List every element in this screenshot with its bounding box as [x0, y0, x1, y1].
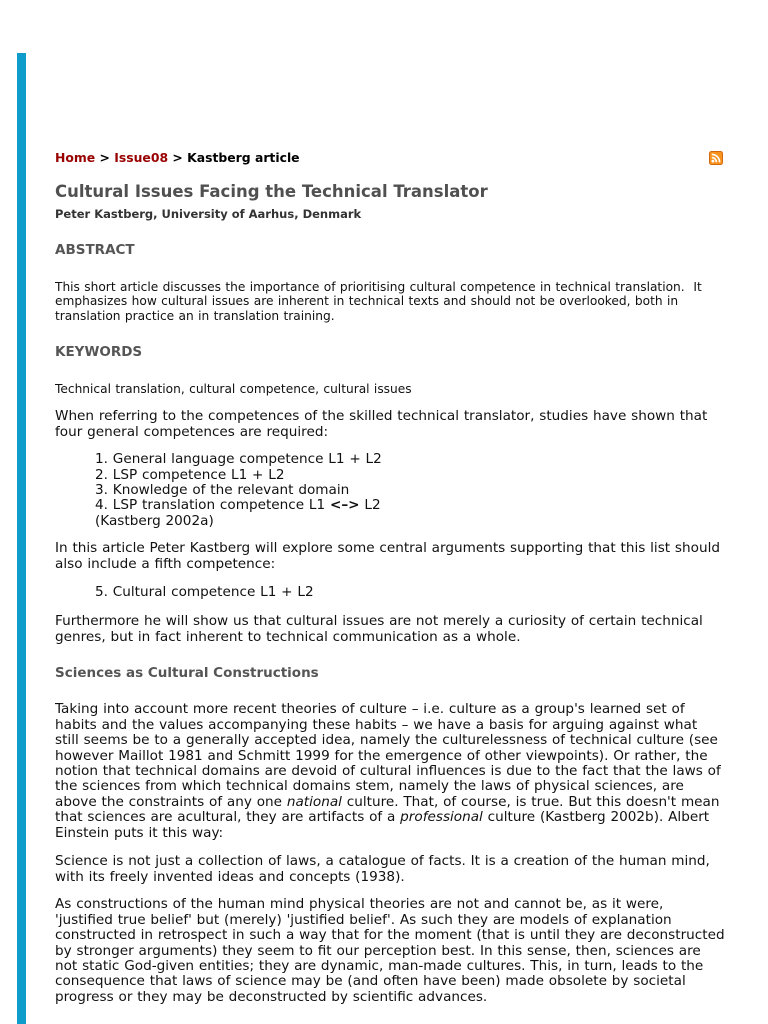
sciences-section-heading: Sciences as Cultural Constructions — [55, 665, 319, 682]
article-title: Cultural Issues Facing the Technical Translator — [55, 182, 488, 201]
culture-claim-paragraph: Furthermore he will show us that cultural issues are not merely a curiosity of certain technical genres, but in fact inherent to technical communication as a whole. — [55, 613, 703, 645]
competences-intro-paragraph: When referring to the competences of the skilled technical translator, studies have shown that four general competences are required: — [55, 408, 708, 440]
competences-source: (Kastberg 2002a) — [95, 512, 214, 529]
paragraph-segment: Taking into account more recent theories of culture – i.e. culture as a group's learned set of habits and the values accompanying these habits – we have a basis for arguing against what still seems be to a generally accepted idea, namely the culturelessness of technical culture (see however Maillot 1981 and Schmitt 1999 for the emergence of other viewpoints). Or rather, the notion that technical domains are devoid of cultural influences is due to the fact that the laws of the sciences from which technical domains stem, namely the laws of physical sciences, are above the constraints of any one — [55, 701, 721, 810]
breadcrumb-separator: > — [172, 150, 183, 165]
competence-item: 3. Knowledge of the relevant domain — [95, 482, 350, 499]
breadcrumb-current-page: Kastberg article — [187, 150, 300, 165]
sciences-paragraph — [55, 702, 725, 841]
competence-item: 2. LSP competence L1 + L2 — [95, 466, 285, 483]
competence-item: 1. General language competence L1 + L2 — [95, 451, 382, 468]
constructions-paragraph: As constructions of the human mind physical theories are not and cannot be, as it were, 'justified true belief' but (merely) 'justified belief'. As such they are models of explanation constructed in retrospect in such a way that for the moment (that is until they are deconstructed by stronger arguments) they seem to fit our perception best. In this sense, then, sciences are not static God-given entities; they are dynamic, man-made cultures. This, in turn, leads to the consequence that laws of science may be (and often have been) made obsolete by societal progress or they may be deconstructed by scientific advances. — [55, 896, 725, 1005]
fifth-competence-intro-paragraph: In this article Peter Kastberg will explore some central arguments supporting that this list should also include a fifth competence: — [55, 540, 720, 572]
fifth-competence-item: 5. Cultural competence L1 + L2 — [95, 584, 314, 601]
competences-list — [55, 452, 725, 529]
breadcrumb-issue-link[interactable]: Issue08 — [114, 150, 169, 165]
breadcrumb-home-link[interactable]: Home — [55, 150, 96, 165]
abstract-text: This short article discusses the importance of prioritising cultural competence in technical translation. It emphasizes how cultural issues are inherent in technical texts and should not be overlooked, both in translation practice an in translation training. — [55, 279, 707, 323]
competence-item-text-end: L2 — [359, 497, 381, 514]
keywords-heading: KEYWORDS — [55, 344, 143, 360]
keywords-text: Technical translation, cultural competence, cultural issues — [55, 381, 412, 396]
paragraph-segment: culture. That, of course, is true. But this doesn't mean that sciences are acultural, they are artifacts of a — [55, 793, 720, 826]
competence-item — [95, 498, 725, 513]
emphasis-national: national — [286, 793, 342, 810]
competence-item-text: 4. LSP translation competence L1 — [95, 497, 330, 514]
breadcrumb-separator: > — [99, 150, 110, 165]
paragraph-segment: culture (Kastberg 2002b). Albert Einstein puts it this way: — [55, 809, 710, 841]
article-author: Peter Kastberg, University of Aarhus, Denmark — [55, 207, 362, 221]
left-accent-bar — [17, 53, 26, 1024]
breadcrumb — [55, 150, 725, 166]
einstein-quote: Science is not just a collection of laws, a catalogue of facts. It is a creation of the human mind, with its freely invented ideas and concepts (1938). — [55, 853, 710, 885]
article-content — [55, 0, 725, 1005]
abstract-heading: ABSTRACT — [55, 242, 135, 258]
bidirectional-arrow: <–> — [329, 497, 360, 514]
emphasis-professional: professional — [400, 809, 483, 826]
